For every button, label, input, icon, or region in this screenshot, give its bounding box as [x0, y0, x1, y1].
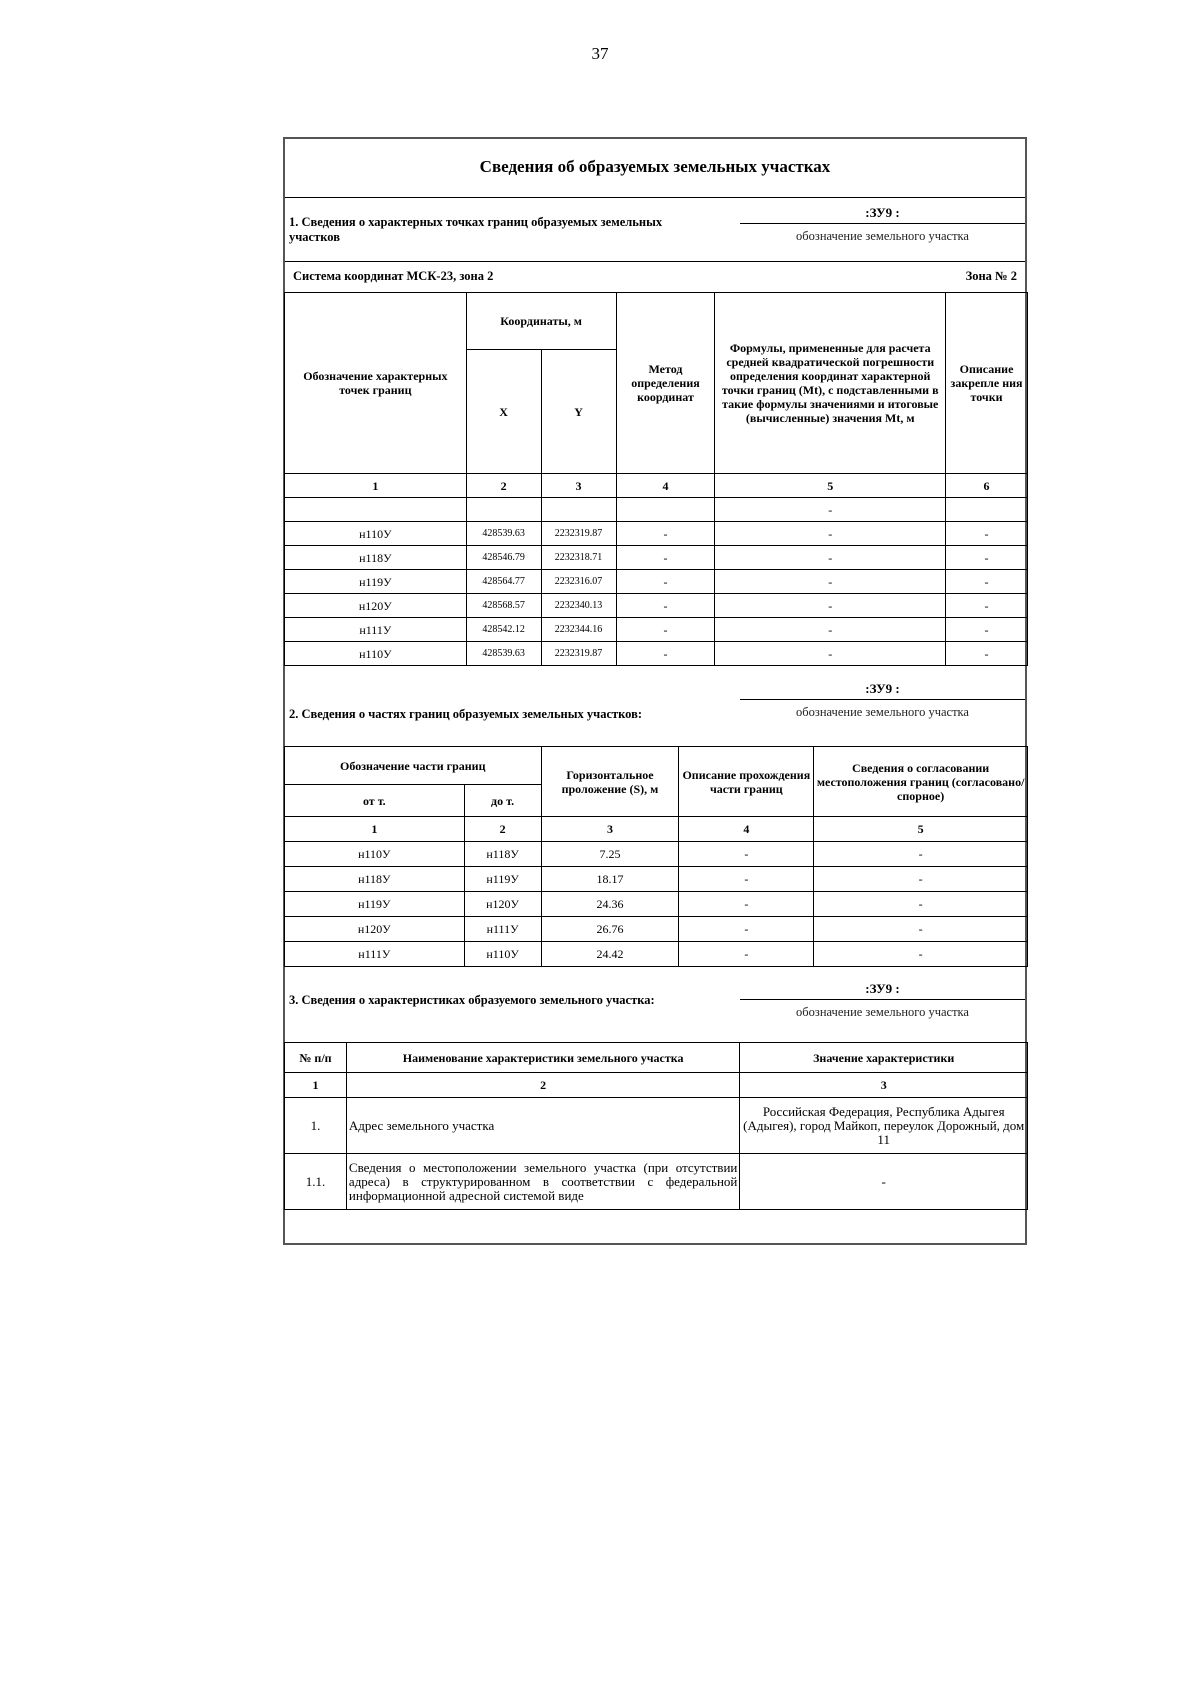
header-to: до т.	[464, 785, 541, 817]
table-row	[285, 867, 1028, 892]
cell-method: -	[616, 522, 715, 546]
cell-x: 428546.79	[466, 546, 541, 570]
cell-value: -	[740, 1154, 1028, 1210]
cell-from: н111У	[285, 942, 465, 967]
cell-to: н119У	[464, 867, 541, 892]
table-row	[285, 642, 1028, 666]
cell-method: -	[616, 618, 715, 642]
header-part: Обозначение части границ	[285, 747, 542, 785]
col-number: 3	[541, 474, 616, 498]
header-point: Обозначение характерных точек границ	[285, 293, 467, 474]
cell-desc: -	[946, 594, 1028, 618]
divider	[285, 1209, 1025, 1210]
table-row	[285, 842, 1028, 867]
cell-from: н110У	[285, 842, 465, 867]
cell-length: 18.17	[541, 867, 679, 892]
cell-formula: -	[715, 642, 946, 666]
cell-num: 1.	[285, 1098, 347, 1154]
table-row	[285, 1098, 1028, 1154]
coord-system: Система координат МСК-23, зона 2	[293, 269, 494, 283]
cell-formula: -	[715, 570, 946, 594]
cell-formula: -	[715, 594, 946, 618]
cell-point: н111У	[285, 618, 467, 642]
cell-length: 7.25	[541, 842, 679, 867]
cell-agreement: -	[814, 892, 1028, 917]
cell-x: 428564.77	[466, 570, 541, 594]
cell-to: н110У	[464, 942, 541, 967]
cell-agreement: -	[814, 842, 1028, 867]
col-number: 1	[285, 817, 465, 842]
header-coords: Координаты, м	[466, 293, 616, 350]
col-number: 3	[740, 1073, 1028, 1098]
parts-table	[284, 746, 1028, 967]
blank-row-mark: -	[715, 498, 946, 522]
cell-formula: -	[715, 618, 946, 642]
page-number: 37	[591, 44, 609, 63]
cell-length: 26.76	[541, 917, 679, 942]
cell-name: Адрес земельного участка	[346, 1098, 739, 1154]
cell-point: н110У	[285, 642, 467, 666]
table-row	[285, 522, 1028, 546]
section3-title: 3. Сведения о характеристиках образуемого земельного участка:	[289, 993, 655, 1007]
col-number: 4	[616, 474, 715, 498]
cell-passage: -	[679, 942, 814, 967]
col-number: 4	[679, 817, 814, 842]
table-row	[285, 546, 1028, 570]
table-row	[285, 892, 1028, 917]
cell-from: н118У	[285, 867, 465, 892]
cell-to: н111У	[464, 917, 541, 942]
section1-designation-caption: обозначение земельного участка	[796, 229, 969, 243]
header-name: Наименование характеристики земельного участка	[346, 1043, 739, 1073]
col-number: 5	[715, 474, 946, 498]
cell-method: -	[616, 570, 715, 594]
cell-x: 428542.12	[466, 618, 541, 642]
section2-designation	[740, 679, 1025, 720]
cell-value: Российская Федерация, Республика Адыгея (Адыгея), город Майкоп, переулок Дорожный, дом 11	[740, 1098, 1028, 1154]
cell-desc: -	[946, 522, 1028, 546]
cell-passage: -	[679, 842, 814, 867]
table-row	[285, 594, 1028, 618]
cell-to: н118У	[464, 842, 541, 867]
cell-agreement: -	[814, 942, 1028, 967]
cell-name: Сведения о местоположении земельного участка (при отсутствии адреса) в структурированном в соответствии с федеральной информационной адресной системой виде	[346, 1154, 739, 1210]
points-table	[284, 292, 1028, 666]
section2-title: 2. Сведения о частях границ образуемых земельных участков:	[289, 707, 643, 721]
header-value: Значение характеристики	[740, 1043, 1028, 1073]
section2-designation-code: :ЗУ9 :	[865, 681, 900, 696]
cell-method: -	[616, 642, 715, 666]
cell-method: -	[616, 546, 715, 570]
cell-y: 2232319.87	[541, 642, 616, 666]
cell-point: н118У	[285, 546, 467, 570]
cell-length: 24.42	[541, 942, 679, 967]
cell-y: 2232319.87	[541, 522, 616, 546]
header-num: № п/п	[285, 1043, 347, 1073]
cell-length: 24.36	[541, 892, 679, 917]
header-description: Описание закрепле ния точки	[946, 293, 1028, 474]
header-length: Горизонтальное проложение (S), м	[541, 747, 679, 817]
cell-point: н110У	[285, 522, 467, 546]
cell-passage: -	[679, 892, 814, 917]
table-row	[285, 618, 1028, 642]
cell-desc: -	[946, 642, 1028, 666]
cell-y: 2232340.13	[541, 594, 616, 618]
cell-passage: -	[679, 867, 814, 892]
cell-agreement: -	[814, 867, 1028, 892]
col-number: 1	[285, 1073, 347, 1098]
cell-x: 428539.63	[466, 522, 541, 546]
cell-x: 428568.57	[466, 594, 541, 618]
section3-designation-caption: обозначение земельного участка	[796, 1005, 969, 1019]
header-passage: Описание прохождения части границ	[679, 747, 814, 817]
cell-point: н119У	[285, 570, 467, 594]
section1-designation	[740, 203, 1025, 244]
header-from: от т.	[285, 785, 465, 817]
section1-designation-code: :ЗУ9 :	[865, 205, 900, 220]
section3-designation	[740, 979, 1025, 1020]
cell-num: 1.1.	[285, 1154, 347, 1210]
divider	[285, 261, 1025, 262]
table-row	[285, 498, 1028, 522]
cell-y: 2232344.16	[541, 618, 616, 642]
cell-from: н120У	[285, 917, 465, 942]
zone-label: Зона № 2	[965, 269, 1017, 283]
col-number: 2	[464, 817, 541, 842]
table-row	[285, 917, 1028, 942]
col-number: 3	[541, 817, 679, 842]
table-row	[285, 1154, 1028, 1210]
header-formulas: Формулы, примененные для расчета средней квадратической погрешности определения координат характерной точки границ (Mt), с подставленными в такие формулы значениями и итоговые (вычисленные) значения Mt, м	[715, 293, 946, 474]
cell-y: 2232318.71	[541, 546, 616, 570]
header-method: Метод определения координат	[616, 293, 715, 474]
section2-designation-caption: обозначение земельного участка	[796, 705, 969, 719]
cell-from: н119У	[285, 892, 465, 917]
cell-formula: -	[715, 546, 946, 570]
header-agreement: Сведения о согласовании местоположения границ (согласовано/спорное)	[814, 747, 1028, 817]
header-x: X	[466, 350, 541, 474]
table-row	[285, 942, 1028, 967]
divider	[285, 197, 1025, 198]
cell-method: -	[616, 594, 715, 618]
header-y: Y	[541, 350, 616, 474]
cell-desc: -	[946, 618, 1028, 642]
section3-designation-code: :ЗУ9 :	[865, 981, 900, 996]
cell-to: н120У	[464, 892, 541, 917]
table-row	[285, 570, 1028, 594]
cell-point: н120У	[285, 594, 467, 618]
col-number: 5	[814, 817, 1028, 842]
col-number: 2	[346, 1073, 739, 1098]
cell-x: 428539.63	[466, 642, 541, 666]
col-number: 2	[466, 474, 541, 498]
cell-y: 2232316.07	[541, 570, 616, 594]
characteristics-table	[284, 1042, 1028, 1210]
cell-desc: -	[946, 570, 1028, 594]
cell-formula: -	[715, 522, 946, 546]
page-title: Сведения об образуемых земельных участках	[479, 157, 831, 176]
cell-passage: -	[679, 917, 814, 942]
cell-agreement: -	[814, 917, 1028, 942]
col-number: 6	[946, 474, 1028, 498]
col-number: 1	[285, 474, 467, 498]
document-frame	[283, 137, 1027, 1245]
cell-desc: -	[946, 546, 1028, 570]
section1-title: 1. Сведения о характерных точках границ образуемых земельных участков	[289, 215, 663, 244]
